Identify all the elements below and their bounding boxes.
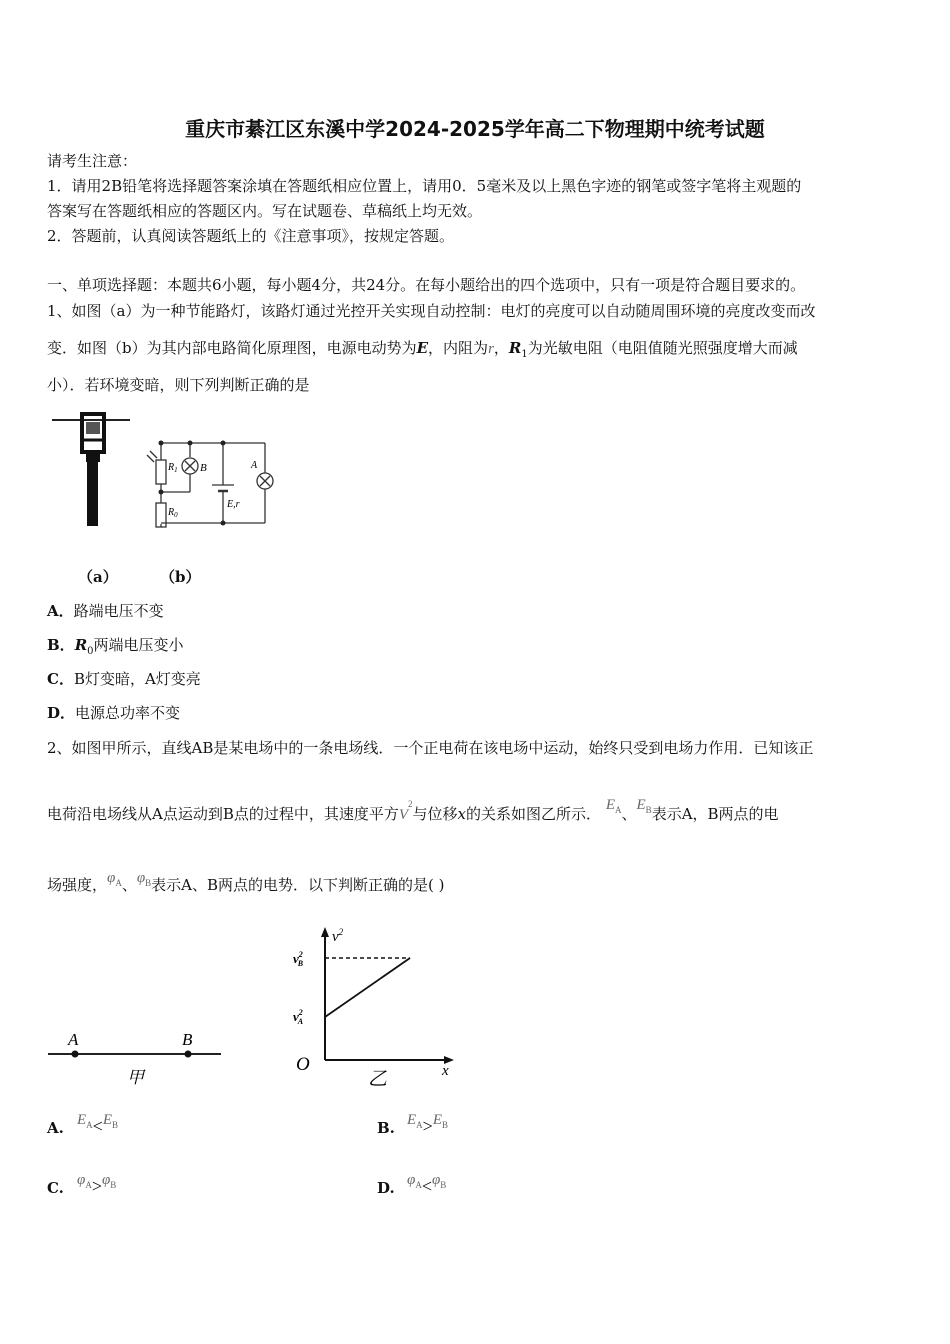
option-key: D．: [47, 704, 76, 722]
option-key: B．: [47, 636, 75, 654]
q1-text: 为光敏电阻（电阻值随光照强度增大而减: [527, 339, 798, 357]
option-rhs: $\varphi_B$: [431, 1172, 447, 1190]
notice-line-3: 2．答题前，认真阅读答题纸上的《注意事项》，按规定答题。: [47, 227, 455, 245]
option-text: 两端电压变小: [93, 636, 184, 654]
x-axis-label: x: [442, 1063, 449, 1079]
vA-squared-label: $v^2$ A: [293, 1008, 304, 1026]
option-key: C．: [47, 670, 74, 688]
q2-text: 电荷沿电场线从A点运动到B点的过程中，其速度平方: [47, 805, 399, 823]
q2-text: 的关系如图乙所示．: [466, 805, 602, 823]
var-phiA: $\varphi_A$: [107, 870, 122, 888]
option-key: C.: [47, 1179, 64, 1197]
point-A-label: A: [68, 1030, 79, 1049]
option-lhs: $\varphi_A$: [77, 1172, 92, 1190]
separator: 、: [121, 876, 137, 894]
q1-option-a[interactable]: [47, 601, 164, 621]
relation-sign: <: [421, 1176, 432, 1196]
option-lhs: $E_A$: [407, 1112, 423, 1130]
q2-line-1: 2、如图甲所示，直线AB是某电场中的一条电场线．一个正电荷在该电场中运动，始终只受到电场力作用．已知该正: [47, 739, 814, 757]
option-lhs: $\varphi_A$: [407, 1172, 422, 1190]
option-key: A.: [47, 1119, 64, 1137]
y-axis-label: $v^2$: [332, 927, 344, 945]
notice-line-2: 答案写在答题纸相应的答题区内。写在试题卷、草稿纸上均无效。: [47, 202, 483, 220]
var-x: x: [457, 805, 467, 823]
figure-caption-yi: 乙: [368, 1069, 388, 1090]
var-r: r: [488, 341, 494, 357]
var-v2: $V^2$: [398, 799, 413, 823]
q1-line-1: 1、如图（a）为一种节能路灯，该路灯通过光控开关实现自动控制：电灯的亮度可以自动随周围环境的亮度改变而改: [47, 302, 816, 320]
caption-a: （a）: [78, 568, 118, 586]
option-lhs: $E_A$: [77, 1112, 93, 1130]
var-R1: R: [508, 339, 522, 357]
option-rhs: $E_B$: [102, 1112, 119, 1130]
street-lamp-figure: [50, 410, 140, 535]
page-title: 重庆市綦江区东溪中学2024-2025学年高二下物理期中统考试题: [185, 117, 765, 141]
figure-caption-jia: 甲: [127, 1068, 144, 1087]
relation-sign: <: [92, 1116, 103, 1136]
q2-line-2: [47, 797, 779, 830]
q2-line-3: [47, 870, 445, 901]
q1-text: 变．如图（b）为其内部电路简化原理图，电源电动势为: [47, 339, 417, 357]
var-EA: $E_A$: [605, 797, 622, 815]
option-text: 电源总功率不变: [75, 704, 181, 722]
relation-sign: >: [422, 1116, 433, 1136]
notice-line-1: 1．请用2B铅笔将选择题答案涂填在答题纸相应位置上，请用0．5毫米及以上黑色字迹的钢笔或签字笔将主观题的: [47, 177, 802, 195]
q1-text: ，内阻为: [428, 339, 489, 357]
section-heading: 一、单项选择题：本题共6小题，每小题4分，共24分。在每小题给出的四个选项中，只有一项是符合题目要求的。: [47, 276, 806, 294]
vB-squared-label: $v^2$ B: [293, 950, 304, 968]
var-R0: R: [74, 636, 88, 654]
option-text: 路端电压不变: [73, 602, 164, 620]
point-B-label: B: [182, 1030, 193, 1049]
q1-option-c[interactable]: [47, 669, 201, 689]
q2-text: 表示A，B两点的电: [651, 805, 779, 823]
q1-text: ，: [493, 339, 509, 357]
q1-line-2: [47, 338, 798, 365]
option-key: D.: [377, 1179, 395, 1197]
var-R1-sub: 1: [521, 349, 528, 360]
separator: 、: [621, 805, 637, 823]
notice-heading: 请考生注意：: [47, 152, 138, 170]
q2-text: 表示A、B两点的电势．以下判断正确的是( ): [151, 876, 445, 894]
q2-text: 与位移: [412, 805, 458, 823]
relation-sign: >: [91, 1176, 102, 1196]
option-rhs: $E_B$: [432, 1112, 449, 1130]
origin-label: O: [296, 1054, 310, 1075]
q1-option-d[interactable]: [47, 703, 180, 723]
label-A: A: [251, 460, 258, 471]
option-key: A．: [47, 602, 74, 620]
option-text: B灯变暗，A灯变亮: [73, 670, 201, 688]
label-Er: E,r: [227, 499, 240, 510]
label-R0: $R_0$: [168, 507, 178, 519]
var-EB: $E_B$: [636, 797, 652, 815]
var-phiB: $\varphi_B$: [136, 870, 152, 888]
circuit-diagram: [145, 405, 275, 530]
field-line-figure: [45, 1025, 225, 1090]
label-B: B: [200, 462, 207, 474]
var-E: E: [416, 339, 429, 357]
q2-text: 场强度，: [47, 876, 108, 894]
option-rhs: $\varphi_B$: [101, 1172, 117, 1190]
var-R0-sub: 0: [87, 646, 94, 657]
caption-b: （b）: [160, 568, 201, 586]
label-R1: $R_1$: [168, 462, 178, 474]
option-key: B.: [377, 1119, 395, 1137]
q1-line-3: 小）．若环境变暗，则下列判断正确的是: [47, 376, 310, 394]
q1-option-b[interactable]: [47, 635, 184, 662]
v2-x-graph: [290, 925, 460, 1090]
